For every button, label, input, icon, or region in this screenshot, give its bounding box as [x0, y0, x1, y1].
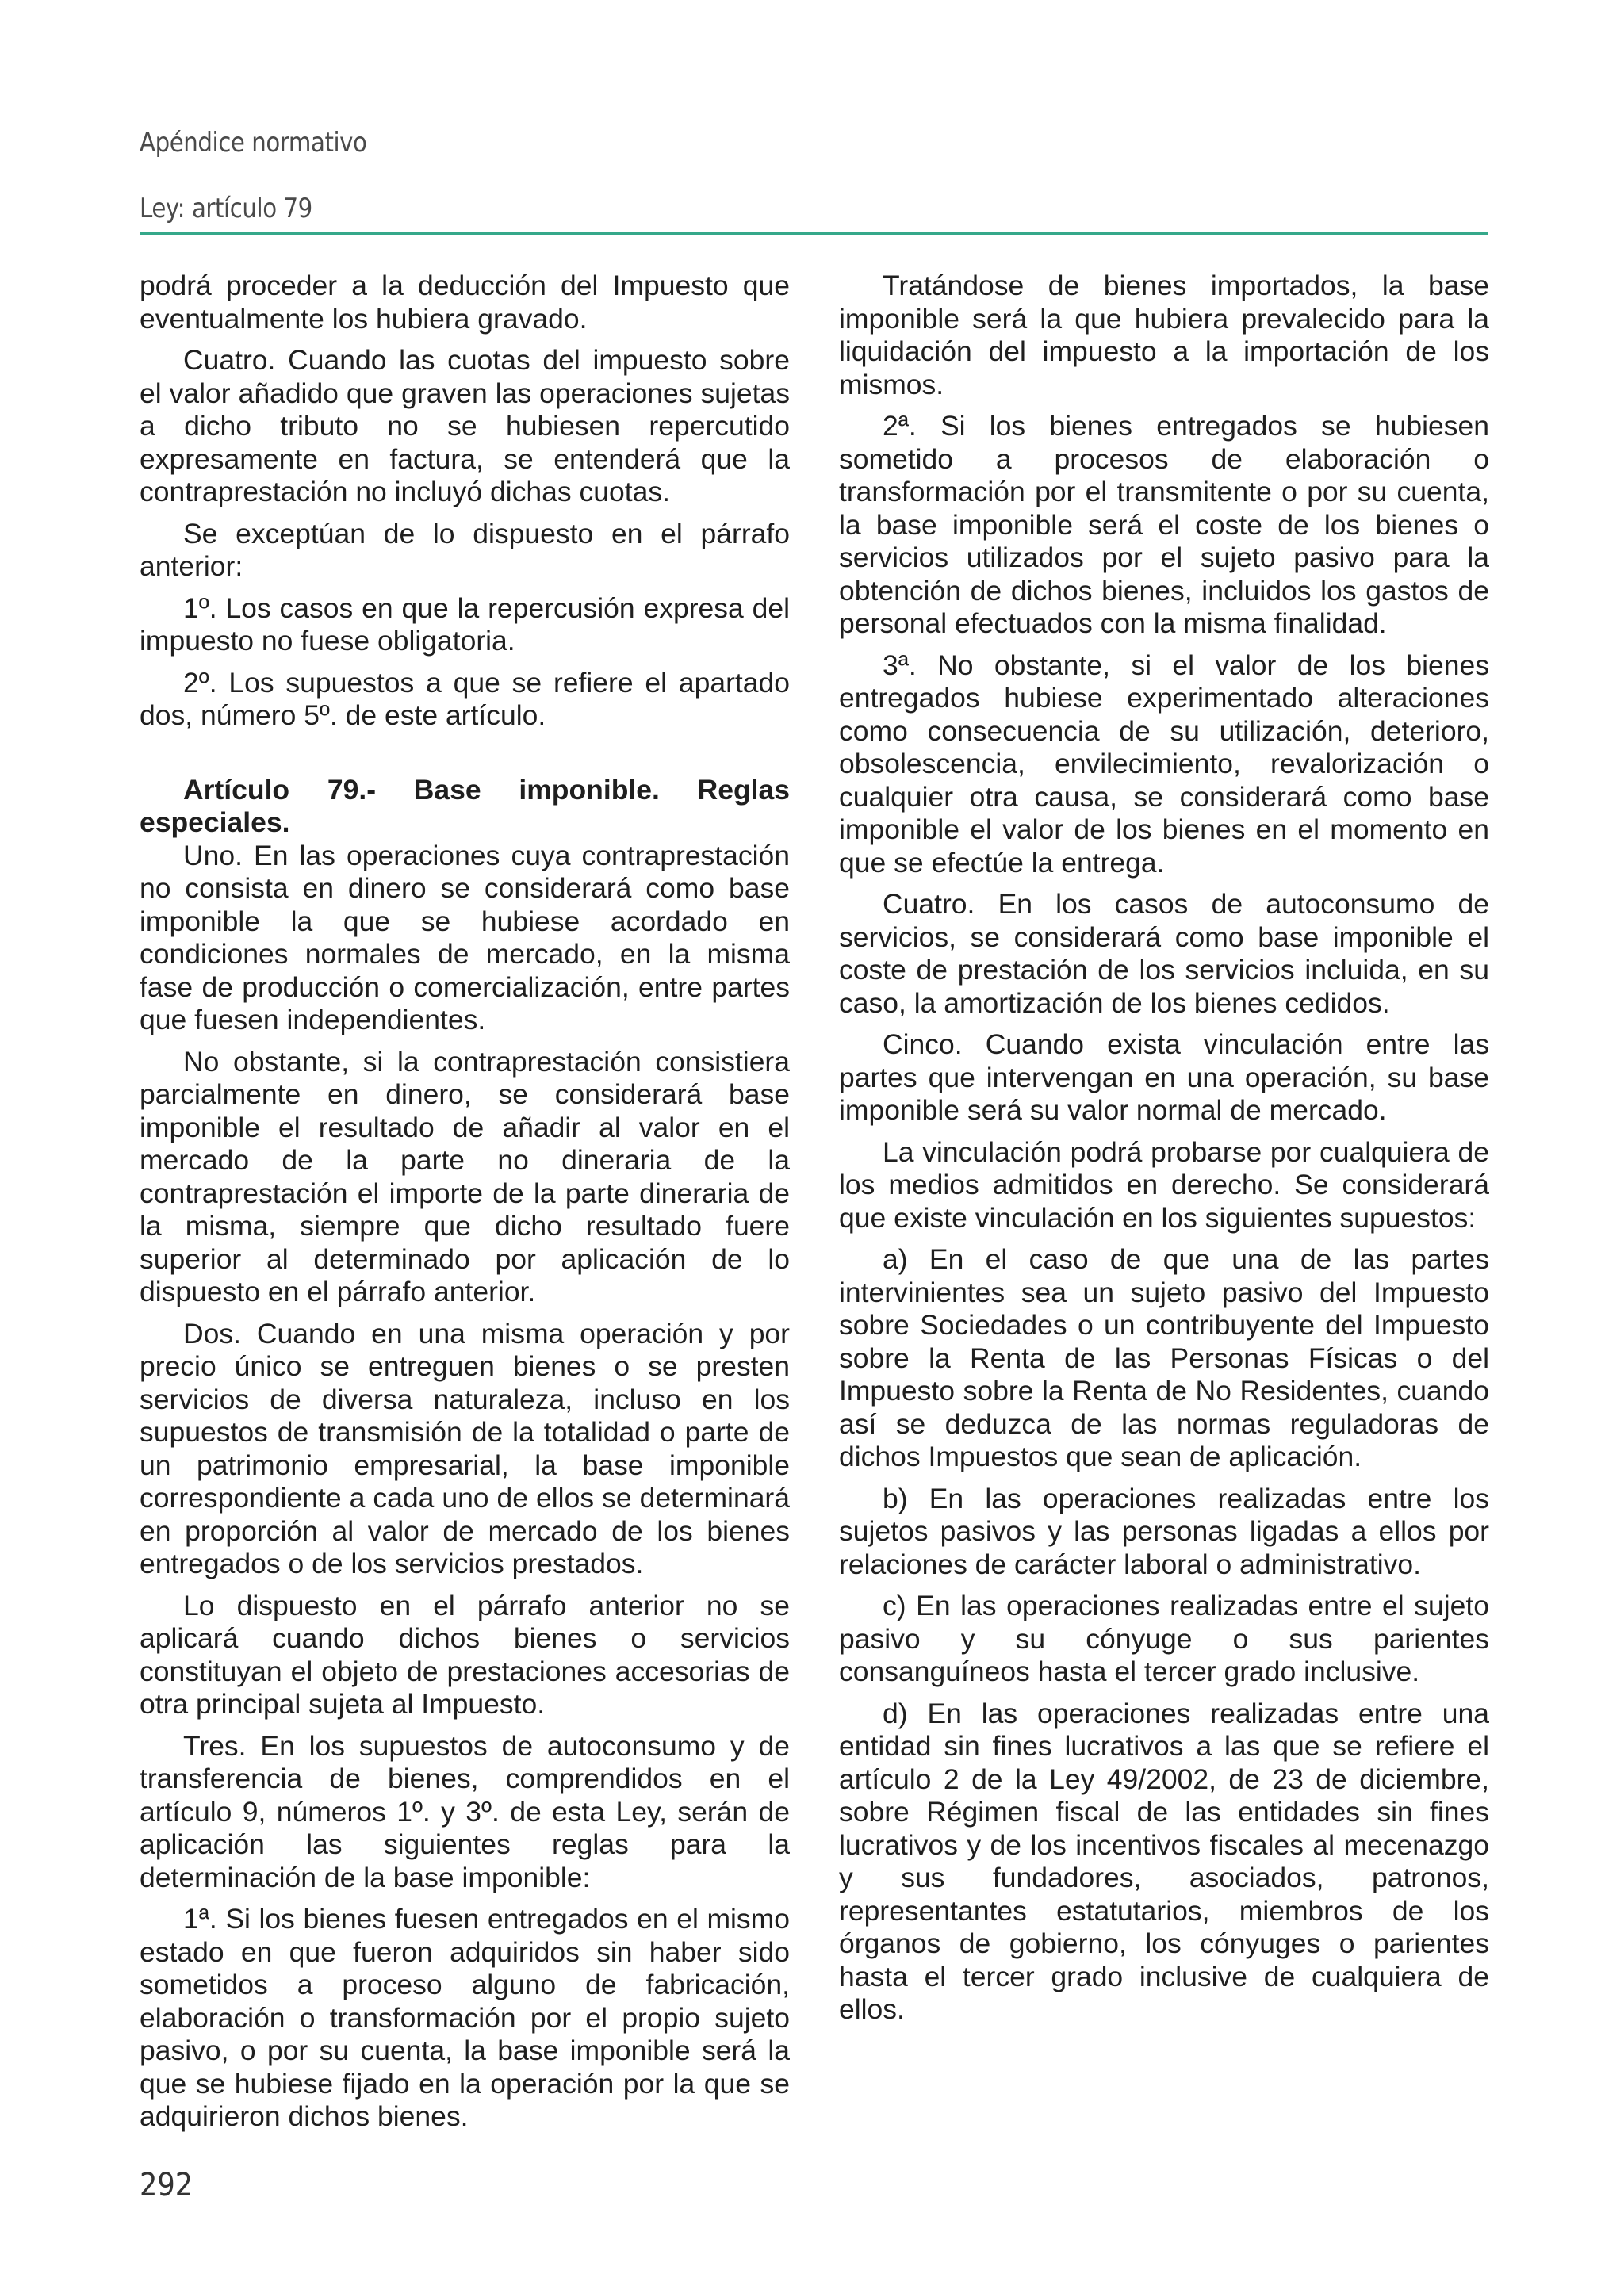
paragraph: 1ª. Si los bienes fuesen entregados en el mismo estado en que fueron adquiridos sin haber sido sometidos a proceso alguno de fabricación, elaboración o transformación por el propio sujeto pasivo, o por su cuenta, la base imponible será la que se hubiese fijado en la operación por la que se adquirieron dichos bienes. — [140, 1903, 790, 2132]
paragraph: 3ª. No obstante, si el valor de los bienes entregados hubiese experimentado alteraciones como consecuencia de su utilización, deterioro, obsolescencia, envilecimiento, revalorización o cualquier otra causa, se considerará como base imponible el valor de los bienes en el momento en que se efectúe la entrega. — [839, 649, 1489, 879]
paragraph: a) En el caso de que una de las partes intervinientes sea un sujeto pasivo del Impuesto sobre Sociedades o un contribuyente del Impuesto sobre la Renta de las Personas Físicas o del Impuesto sobre la Renta de No Residentes, cuando así se deduzca de las normas reguladoras de dichos Impuestos que sean de aplicación. — [839, 1243, 1489, 1472]
paragraph: 2º. Los supuestos a que se refiere el apartado dos, número 5º. de este artículo. — [140, 666, 790, 731]
header-subsection-title: Ley: artículo 79 — [140, 193, 312, 224]
paragraph: No obstante, si la contraprestación consistiera parcialmente en dinero, se considerará base imponible el resultado de añadir al valor en el mercado de la parte no dineraria de la contraprestación el importe de la parte dineraria de la misma, siempre que dicho resultado fuere superior al determinado por aplicación de lo dispuesto en el párrafo anterior. — [140, 1045, 790, 1307]
paragraph: Lo dispuesto en el párrafo anterior no se aplicará cuando dichos bienes o servicios constituyan el objeto de prestaciones accesorias de otra principal sujeta al Impuesto. — [140, 1589, 790, 1720]
paragraph: 2ª. Si los bienes entregados se hubiesen sometido a procesos de elaboración o transformación por el transmitente o por su cuenta, la base imponible será el coste de los bienes o servicios utilizados por el sujeto pasivo para la obtención de dichos bienes, incluidos los gastos de personal efectuados con la misma finalidad. — [839, 410, 1489, 639]
right-column — [839, 270, 1489, 2035]
paragraph: c) En las operaciones realizadas entre el sujeto pasivo y su cónyuge o sus parientes consanguíneos hasta el tercer grado inclusive. — [839, 1590, 1489, 1687]
paragraph: 1º. Los casos en que la repercusión expresa del impuesto no fuese obligatoria. — [140, 591, 790, 657]
paragraph: Dos. Cuando en una misma operación y por precio único se entreguen bienes o se presten servicios de diversa naturaleza, incluso en los supuestos de transmisión de la totalidad o parte de un patrimonio empresarial, la base imponible correspondiente a cada uno de ellos se determinará en proporción al valor de mercado de los bienes entregados o de los servicios prestados. — [140, 1317, 790, 1579]
paragraph: d) En las operaciones realizadas entre una entidad sin fines lucrativos a las que se refiere el artículo 2 de la Ley 49/2002, de 23 de diciembre, sobre Régimen fiscal de las entidades sin fines lucrativos y de los incentivos fiscales al mecenazgo y sus fundadores, asociados, patronos, representantes estatutarios, miembros de los órganos de gobierno, los cónyuges o parientes hasta el tercer grado inclusive de cualquiera de ellos. — [839, 1697, 1489, 2025]
paragraph: Tratándose de bienes importados, la base imponible será la que hubiera prevalecido para la liquidación del impuesto a la importación de los mismos. — [839, 270, 1489, 400]
paragraph: Cuatro. En los casos de autoconsumo de servicios, se considerará como base imponible el coste de prestación de los servicios incluida, en su caso, la amortización de los bienes cedidos. — [839, 888, 1489, 1019]
paragraph: Cuatro. Cuando las cuotas del impuesto sobre el valor añadido que graven las operaciones sujetas a dicho tributo no se hubiesen repercutido expresamente en factura, se entenderá que la contraprestación no incluyó dichas cuotas. — [140, 344, 790, 507]
paragraph: Tres. En los supuestos de autoconsumo y de transferencia de bienes, comprendidos en el artículo 9, números 1º. y 3º. de esta Ley, serán de aplicación las siguientes reglas para la determinación de la base imponible: — [140, 1729, 790, 1893]
header-section-title: Apéndice normativo — [140, 127, 367, 159]
paragraph: Uno. En las operaciones cuya contraprestación no consista en dinero se considerará como base imponible la que se hubiese acordado en condiciones normales de mercado, en la misma fase de producción o comercialización, entre partes que fuesen independientes. — [140, 839, 790, 1035]
paragraph: Cinco. Cuando exista vinculación entre las partes que intervengan en una operación, su base imponible será su valor normal de mercado. — [839, 1028, 1489, 1126]
paragraph: Se exceptúan de lo dispuesto en el párrafo anterior: — [140, 517, 790, 582]
header-divider — [140, 232, 1488, 235]
paragraph: b) En las operaciones realizadas entre los sujetos pasivos y las personas ligadas a ellos por relaciones de carácter laboral o administrativo. — [839, 1482, 1489, 1580]
article-heading: Artículo 79.- Base imponible. Reglas especiales. — [140, 773, 790, 838]
left-column — [140, 270, 790, 2142]
paragraph: La vinculación podrá probarse por cualquiera de los medios admitidos en derecho. Se considerará que existe vinculación en los siguientes supuestos: — [839, 1135, 1489, 1234]
page-number: 292 — [140, 2167, 193, 2203]
paragraph: podrá proceder a la deducción del Impuesto que eventualmente los hubiera gravado. — [140, 270, 790, 335]
